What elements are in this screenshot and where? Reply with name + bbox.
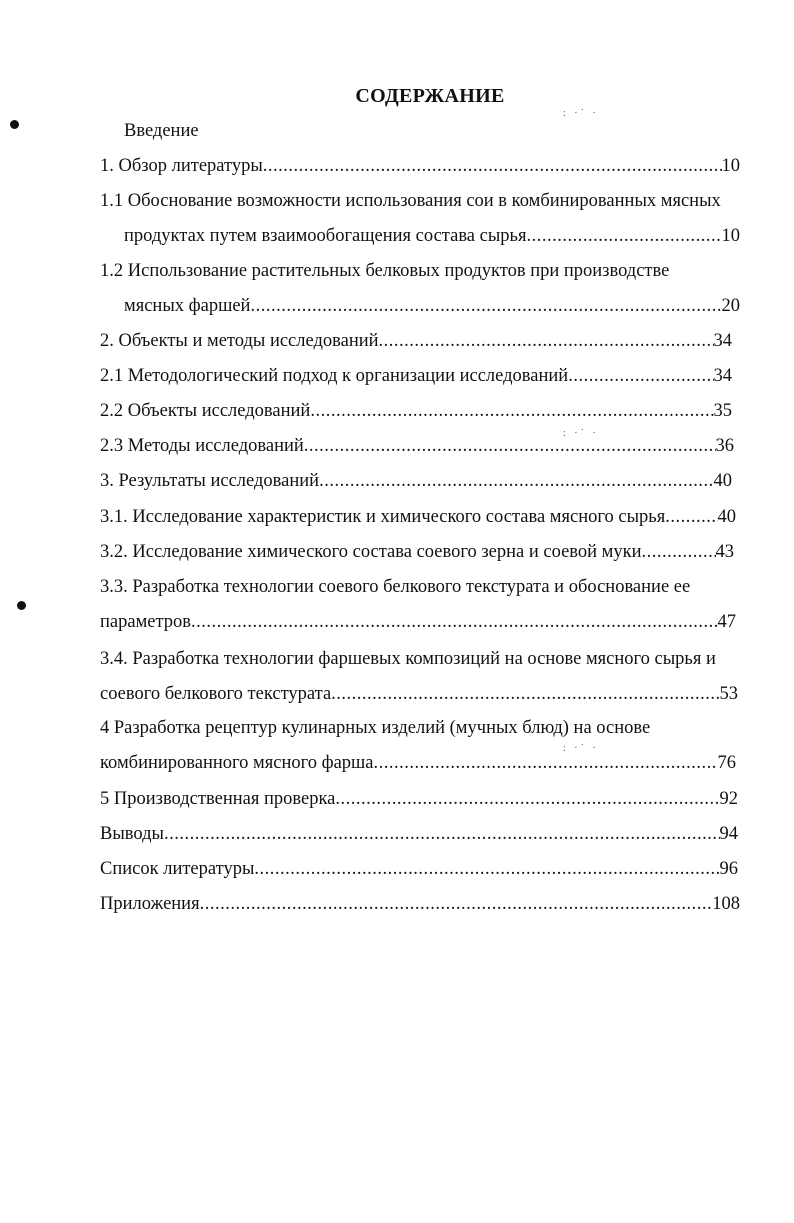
toc-entry: 3. Результаты исследований ..... 40 bbox=[100, 467, 732, 495]
leader-dots bbox=[200, 890, 713, 918]
toc-entry: продуктах путем взаимообогащения состава сырья ..... 10 bbox=[124, 222, 740, 250]
toc-page-number: 34 bbox=[713, 331, 732, 351]
toc-page-number: 76 bbox=[717, 753, 736, 773]
toc-page-number: 94 bbox=[719, 824, 738, 844]
leader-dots bbox=[379, 327, 714, 355]
toc-entry: Выводы ..... 94 bbox=[100, 820, 738, 848]
toc-page-number: 34 bbox=[713, 366, 732, 386]
toc-entry: 3.1. Исследование характеристик и химического состава мясного сырья ..... 40 bbox=[100, 503, 736, 531]
toc-entry: комбинированного мясного фарша ..... 76 bbox=[100, 749, 736, 777]
toc-entry: Список литературы ..... 96 bbox=[100, 855, 738, 883]
toc-entry: параметров ..... 47 bbox=[100, 608, 736, 636]
toc-entry: 1. Обзор литературы ..... 10 bbox=[100, 152, 740, 180]
leader-dots bbox=[250, 292, 721, 320]
toc-page-number: 36 bbox=[715, 436, 734, 456]
toc-page-number: 53 bbox=[719, 684, 738, 704]
leader-dots bbox=[319, 467, 713, 495]
leader-dots bbox=[254, 855, 719, 883]
toc-entry-line1: 3.4. Разработка технологии фаршевых композиций на основе мясного сырья и bbox=[100, 649, 716, 669]
margin-punch-dot bbox=[17, 601, 26, 610]
leader-dots bbox=[331, 680, 719, 708]
leader-dots bbox=[191, 608, 717, 636]
toc-entry: 2.1 Методологический подход к организации исследований ..... 34 bbox=[100, 362, 732, 390]
toc-entry: 2.2 Объекты исследований ..... 35 bbox=[100, 397, 732, 425]
scan-speck: : ·˙ · bbox=[563, 743, 599, 754]
leader-dots bbox=[568, 362, 713, 390]
scan-speck: : ·˙ · bbox=[563, 428, 599, 439]
toc-page-number: 10 bbox=[721, 156, 740, 176]
leader-dots bbox=[304, 432, 716, 460]
toc-entry-line1: 1.2 Использование растительных белковых продуктов при производстве bbox=[100, 261, 670, 281]
toc-page-number: 108 bbox=[712, 894, 740, 914]
toc-entry: мясных фаршей ..... 20 bbox=[124, 292, 740, 320]
toc-page-number: 92 bbox=[719, 789, 738, 809]
toc-entry: 3.2. Исследование химического состава соевого зерна и соевой муки ..... 43 bbox=[100, 538, 734, 566]
toc-entry: соевого белкового текстурата ..... 53 bbox=[100, 680, 738, 708]
toc-page-number: 96 bbox=[719, 859, 738, 879]
toc-page-number: 40 bbox=[717, 507, 736, 527]
toc-page-number: 40 bbox=[713, 471, 732, 491]
leader-dots bbox=[263, 152, 722, 180]
toc-entry: 2.3 Методы исследований ..... 36 bbox=[100, 432, 734, 460]
toc-page-number: 47 bbox=[717, 612, 736, 632]
leader-dots bbox=[642, 538, 716, 566]
leader-dots bbox=[526, 222, 721, 250]
leader-dots bbox=[310, 397, 713, 425]
page-title: СОДЕРЖАНИЕ bbox=[355, 85, 505, 107]
toc-page-number: 10 bbox=[721, 226, 740, 246]
leader-dots bbox=[335, 785, 719, 813]
scan-speck: : ·˙ · bbox=[563, 108, 599, 119]
toc-page-number: 20 bbox=[721, 296, 740, 316]
toc-entry-line1: 1.1 Обоснование возможности использования сои в комбинированных мясных bbox=[100, 191, 721, 211]
margin-punch-dot bbox=[10, 120, 19, 129]
toc-page-number: 43 bbox=[715, 542, 734, 562]
toc-entry: Приложения ..... 108 bbox=[100, 890, 740, 918]
toc-entry: 2. Объекты и методы исследований ..... 34 bbox=[100, 327, 732, 355]
toc-entry-line1: 4 Разработка рецептур кулинарных изделий (мучных блюд) на основе bbox=[100, 718, 651, 738]
toc-entry-line1: 3.3. Разработка технологии соевого белкового текстурата и обоснование ее bbox=[100, 577, 691, 597]
toc-page-number: 35 bbox=[713, 401, 732, 421]
toc-entry: 5 Производственная проверка ..... 92 bbox=[100, 785, 738, 813]
leader-dots bbox=[374, 749, 718, 777]
leader-dots bbox=[665, 503, 717, 531]
toc-intro: Введение bbox=[124, 121, 199, 141]
leader-dots bbox=[164, 820, 720, 848]
